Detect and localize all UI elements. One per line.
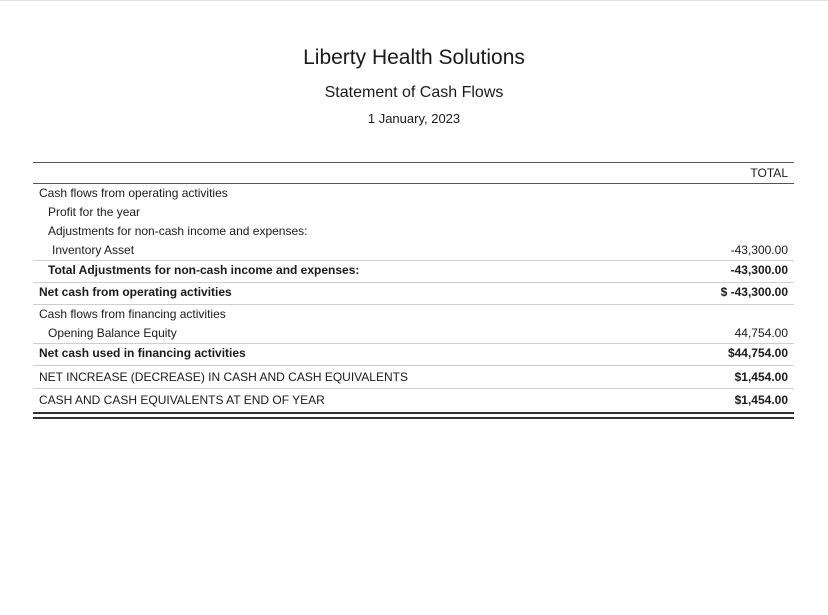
inventory-label: Inventory Asset — [52, 243, 135, 257]
end-of-year-label: CASH AND CASH EQUIVALENTS AT END OF YEAR — [39, 393, 325, 407]
report-date: 1 January, 2023 — [367, 111, 461, 126]
total-adjustments-row — [33, 260, 794, 282]
financing-heading: Cash flows from financing activities — [39, 307, 226, 321]
inventory-row — [33, 241, 794, 260]
net-financing-amount: $44,754.00 — [727, 346, 788, 360]
net-operating-amount: $ -43,300.00 — [720, 285, 788, 299]
report-title: Statement of Cash Flows — [324, 84, 504, 101]
opening-equity-label: Opening Balance Equity — [48, 326, 177, 340]
company-name: Liberty Health Solutions — [303, 46, 525, 69]
total-adjustments-amount: -43,300.00 — [730, 263, 788, 277]
total-column-header: TOTAL — [750, 166, 788, 180]
inventory-amount: -43,300.00 — [730, 243, 788, 257]
net-operating-label: Net cash from operating activities — [39, 285, 232, 299]
opening-equity-amount: 44,754.00 — [734, 326, 788, 340]
adjustments-heading-row — [33, 222, 794, 241]
column-header-row — [33, 162, 794, 184]
net-increase-row — [33, 365, 794, 388]
net-financing-label: Net cash used in financing activities — [39, 346, 246, 360]
profit-row — [33, 203, 794, 222]
adjustments-heading: Adjustments for non-cash income and expenses: — [48, 224, 308, 238]
operating-heading-row — [33, 184, 794, 203]
financing-heading-row — [33, 304, 794, 324]
net-increase-label: NET INCREASE (DECREASE) IN CASH AND CASH EQUIVALENTS — [39, 370, 408, 384]
opening-equity-row — [33, 324, 794, 343]
end-of-year-amount: $1,454.00 — [734, 393, 788, 407]
cash-flow-table — [33, 162, 794, 412]
net-financing-row — [33, 343, 794, 365]
net-operating-row — [33, 282, 794, 304]
end-of-year-row — [33, 388, 794, 412]
profit-label: Profit for the year — [48, 205, 141, 219]
double-underline — [33, 412, 794, 419]
operating-heading: Cash flows from operating activities — [39, 186, 228, 200]
net-increase-amount: $1,454.00 — [734, 370, 788, 384]
total-adjustments-label: Total Adjustments for non-cash income and expenses: — [48, 263, 360, 277]
